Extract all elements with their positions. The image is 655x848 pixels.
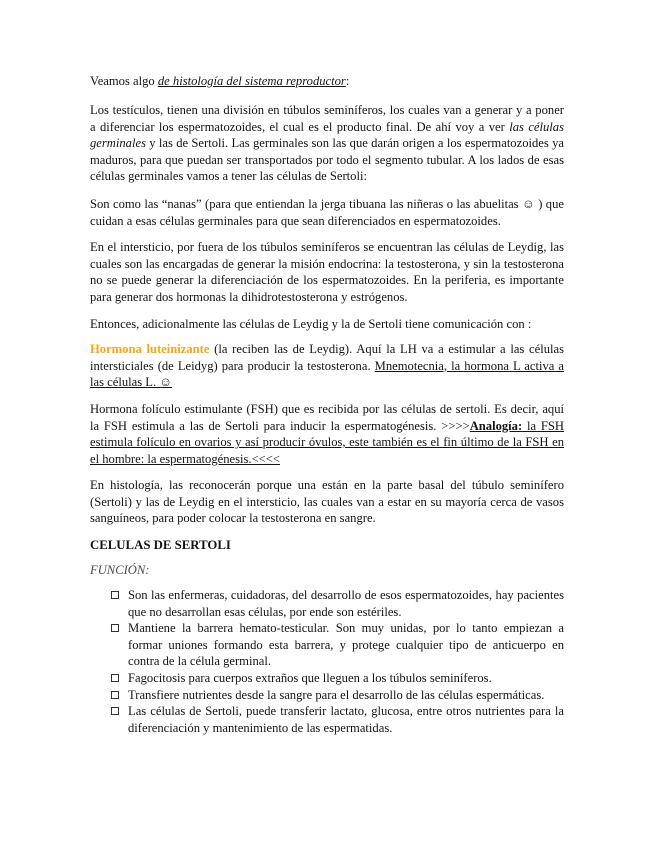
paragraph-communication: Entonces, adicionalmente las células de Leydig y la de Sertoli tiene comunicación con : [90, 317, 532, 331]
function-subheading: FUNCIÓN: [90, 563, 150, 577]
checkbox-bullet-icon [111, 691, 119, 699]
fsh-analogy-label: Analogía: [469, 418, 523, 433]
list-item: Mantiene la barrera hemato-testicular. Son muy unidas, por lo tanto empiezan a formar uniones formando esta barrera, y protege cualquier tipo de anticuerpo en contra de la célula germinal. [90, 620, 564, 670]
list-item: Las células de Sertoli, puede transferir lactato, glucosa, entre otros nutrientes para la diferenciación y mantenimiento de las espermatidas. [90, 703, 564, 736]
checkbox-bullet-icon [111, 674, 119, 682]
checkbox-bullet-icon [111, 707, 119, 715]
lh-highlight: Hormona luteinizante [90, 342, 210, 356]
p5-text-a: (la reciben las de Leydig). Aquí la LH va a estimular a las células intersticiales (de Leidyg) para producir la testosterona. [90, 342, 564, 373]
p1-text-b: y las de Sertoli. Las germinales son las que darán origen a los espermatozoides ya maduros, para que puedan ser transportados por todo el segmento tubular. A los lados de esas células germinales vamos a tener las células de Sertoli: [90, 136, 564, 184]
function-list [90, 587, 564, 736]
paragraph-nannies: Son como las “nanas” (para que entiendan la jerga tibuana las niñeras o las abuelitas ☺ ) que cuidan a esas células germinales para que sean diferenciados en espermatozoides. [90, 197, 564, 228]
fsh-analogy-text: la FSH estimula folículo en ovarios y así producir óvulos, este también es el fin último de la FSH en el hombre: la espermatogénesis.<<<< [90, 418, 564, 466]
list-item: Son las enfermeras, cuidadoras, del desarrollo de esos espermatozoides, hay pacientes que no desarrollan esas células, por ende son estériles. [90, 587, 564, 620]
p1-text-a: Los testículos, tienen una división en túbulos seminíferos, los cuales van a generar y a poner a diferenciar los espermatozoides, el cual es el producto final. De ahí voy a ver [90, 103, 564, 134]
paragraph-fsh [90, 401, 564, 467]
intro-suffix: : [345, 74, 350, 88]
checkbox-bullet-icon [111, 591, 119, 599]
intro-line [90, 73, 564, 90]
list-item: Fagocitosis para cuerpos extraños que lleguen a los túbulos seminíferos. [90, 670, 564, 687]
paragraph-histology: En histología, las reconocerán porque una están en la parte basal del túbulo seminífero (Sertoli) y las de Leydig en el intersticio, las cuales van a estar en su mayoría cerca de vasos sanguíneos, para poder colocar la testosterona en sangre. [90, 478, 564, 526]
paragraph-testicles [90, 102, 564, 185]
paragraph-leydig: En el intersticio, por fuera de los túbulos seminíferos se encuentran las células de Leydig, las cuales son las encargadas de generar la misión endocrina: la testosterona, y sin la testosterona no se puede generar la diferenciación de los espermatozoides. En la periferia, es importante para generar dos hormonas la dihidrotestosterona y estrógenos. [90, 240, 564, 304]
list-item: Transfiere nutrientes desde la sangre para el desarrollo de las células espermáticas. [90, 687, 564, 704]
sertoli-heading: CELULAS DE SERTOLI [90, 538, 231, 552]
paragraph-lh [90, 341, 564, 391]
p6-text-a: Hormona folículo estimulante (FSH) que es recibida por las células de sertoli. Es decir, aquí la FSH estimula a las de Sertoli para inducir la espermatogénesis. >>>> [90, 402, 564, 433]
lh-mnemonic: Mnemotecnia, la hormona L activa a las células L. ☺ [90, 358, 564, 390]
intro-prefix: Veamos algo [90, 74, 158, 88]
p1-italic-term: las células germinales [90, 119, 564, 151]
checkbox-bullet-icon [111, 624, 119, 632]
histology-link[interactable]: de histología del sistema reproductor [157, 74, 346, 88]
